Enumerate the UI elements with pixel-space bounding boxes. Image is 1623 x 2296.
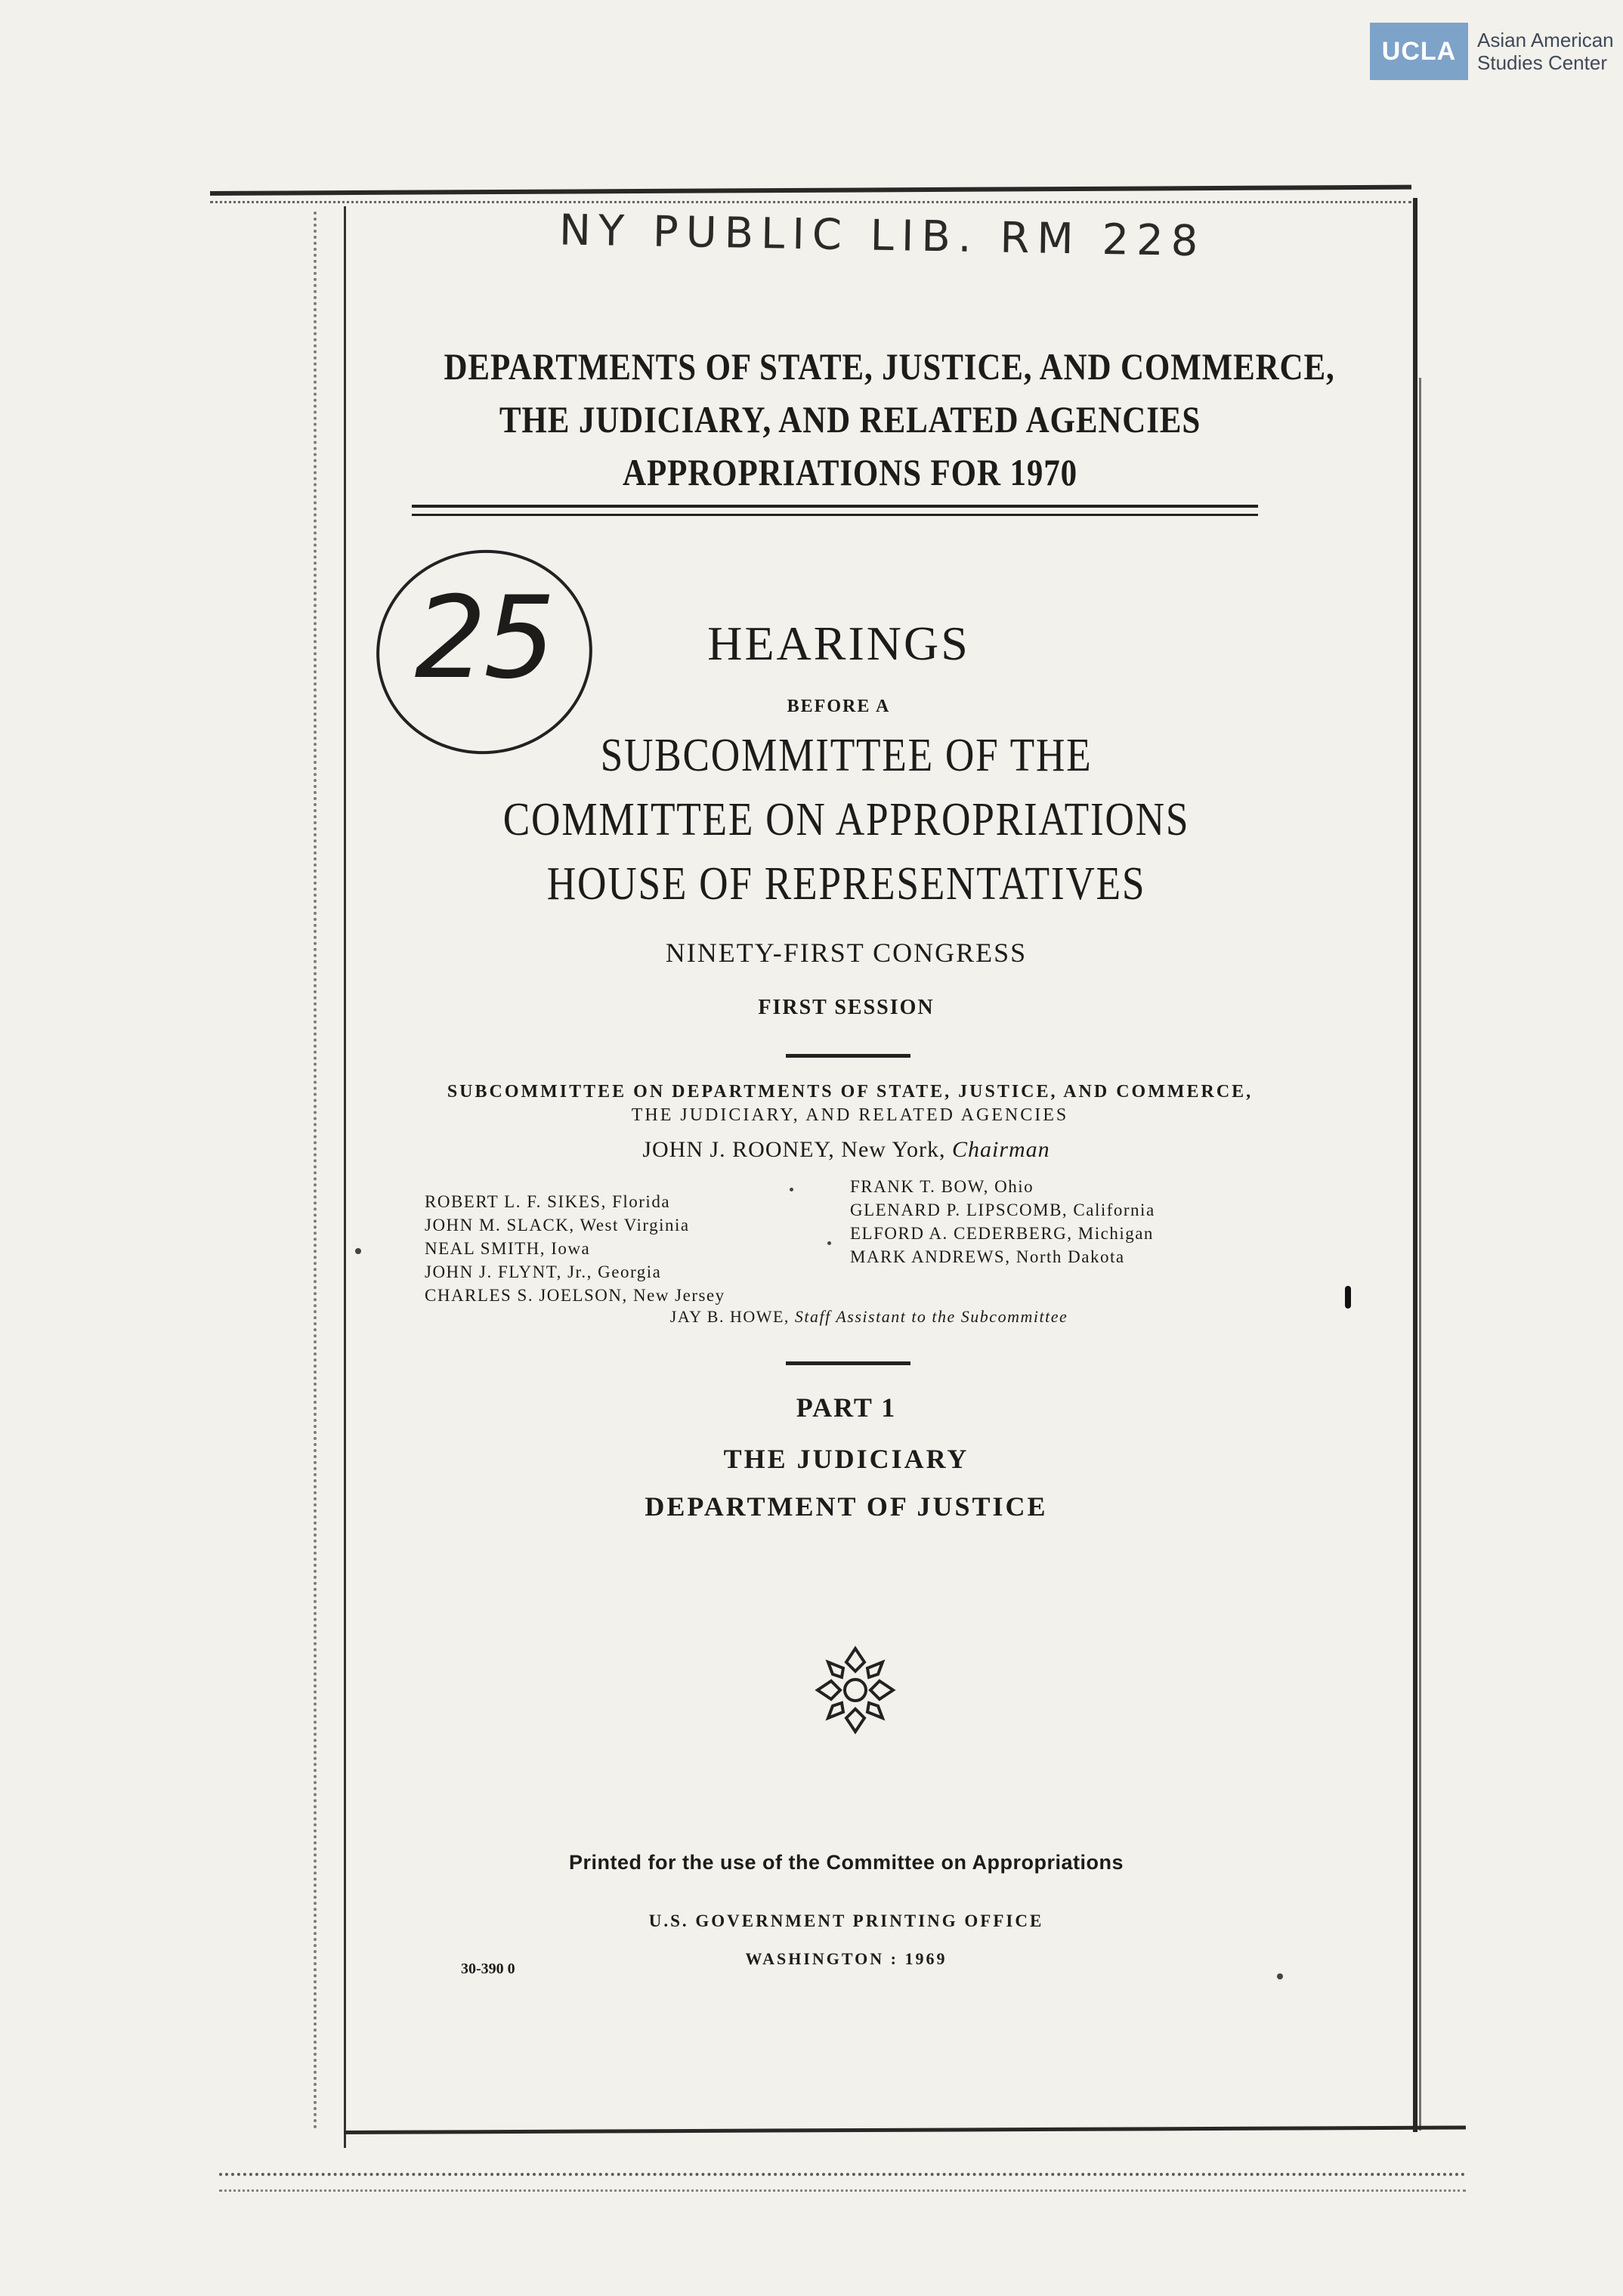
hearings-heading: HEARINGS [707,616,970,670]
logo-badge: UCLA [1370,23,1468,80]
ucla-logo [1370,23,1614,80]
member-right: MARK ANDREWS, North Dakota [850,1247,1125,1266]
member-left: CHARLES S. JOELSON, New Jersey [425,1286,725,1305]
printers-ornament-icon [810,1641,901,1739]
ink-speck [827,1241,831,1245]
handwritten-library-note: NY PUBLIC LIB. RM 228 [558,205,1206,267]
ink-mark [1345,1286,1351,1309]
frame-right-shadow [1419,378,1432,2131]
chairman-title: Chairman [951,1137,1050,1162]
member-right: FRANK T. BOW, Ohio [850,1177,1034,1196]
divider-rule-2 [786,1361,910,1365]
member-left: ROBERT L. F. SIKES, Florida [425,1192,671,1211]
subcommittee-of-the: SUBCOMMITTEE OF THE [600,730,1093,781]
member-right: ELFORD A. CEDERBERG, Michigan [850,1224,1154,1243]
staff-title: Staff Assistant to the Subcommittee [794,1307,1068,1326]
subcommittee-title-2: THE JUDICIARY, AND RELATED AGENCIES [631,1105,1069,1125]
house-of-representatives: HOUSE OF REPRESENTATIVES [546,858,1146,910]
frame-left-edge [344,206,346,2148]
ink-speck [790,1188,793,1191]
printing-city-year: WASHINGTON : 1969 [745,1949,948,1968]
binding-dots [314,212,317,2131]
frame-right-edge [1413,198,1417,2132]
title-line-3: APPROPRIATIONS FOR 1970 [623,451,1077,493]
congress-label: NINETY-FIRST CONGRESS [665,938,1028,968]
ink-speck [1277,1973,1283,1979]
logo-line-2: Studies Center [1477,51,1607,74]
staff-name: JAY B. HOWE, [669,1307,790,1326]
subcommittee-title-1: SUBCOMMITTEE ON DEPARTMENTS OF STATE, JUSTICE, AND COMMERCE, [447,1082,1254,1102]
divider-rule-1 [786,1054,910,1058]
circled-number: 25 [414,573,553,704]
title-line-1: DEPARTMENTS OF STATE, JUSTICE, AND COMMERCE, [444,345,1335,388]
part-topic-judiciary: THE JUDICIARY [723,1444,969,1474]
print-code: 30-390 0 [461,1961,515,1977]
title-line-2: THE JUDICIARY, AND RELATED AGENCIES [499,398,1201,440]
session-label: FIRST SESSION [758,996,935,1019]
part-topic-justice: DEPARTMENT OF JUSTICE [645,1491,1048,1522]
members-right-column [850,1175,1155,1269]
title-rule-top [412,505,1258,508]
logo-line-1: Asian American [1477,29,1614,51]
part-label: PART 1 [796,1392,897,1423]
member-left: JOHN M. SLACK, West Virginia [425,1216,690,1235]
member-left: NEAL SMITH, Iowa [425,1239,591,1258]
member-right: GLENARD P. LIPSCOMB, California [850,1201,1155,1219]
title-rule-bottom [412,514,1258,516]
printed-for-note: Printed for the use of the Committee on Appropriations [568,1851,1124,1874]
frame-top-edge [210,185,1411,196]
staff-assistant-line [529,1307,1209,1327]
scan-bottom-noise [219,2173,1466,2192]
logo-text [1477,29,1614,74]
printing-office: U.S. GOVERNMENT PRINTING OFFICE [648,1911,1044,1930]
members-left-column [425,1190,725,1307]
chairman-name: JOHN J. ROONEY, New York, [642,1137,946,1162]
before-a-label: BEFORE A [787,697,891,716]
member-left: JOHN J. FLYNT, Jr., Georgia [425,1262,662,1281]
ink-speck [355,1248,361,1254]
committee-on-appropriations: COMMITTEE ON APPROPRIATIONS [502,794,1190,845]
chairman-line [499,1137,1194,1163]
frame-top-shadow [210,201,1411,203]
frame-bottom-edge [344,2126,1466,2134]
